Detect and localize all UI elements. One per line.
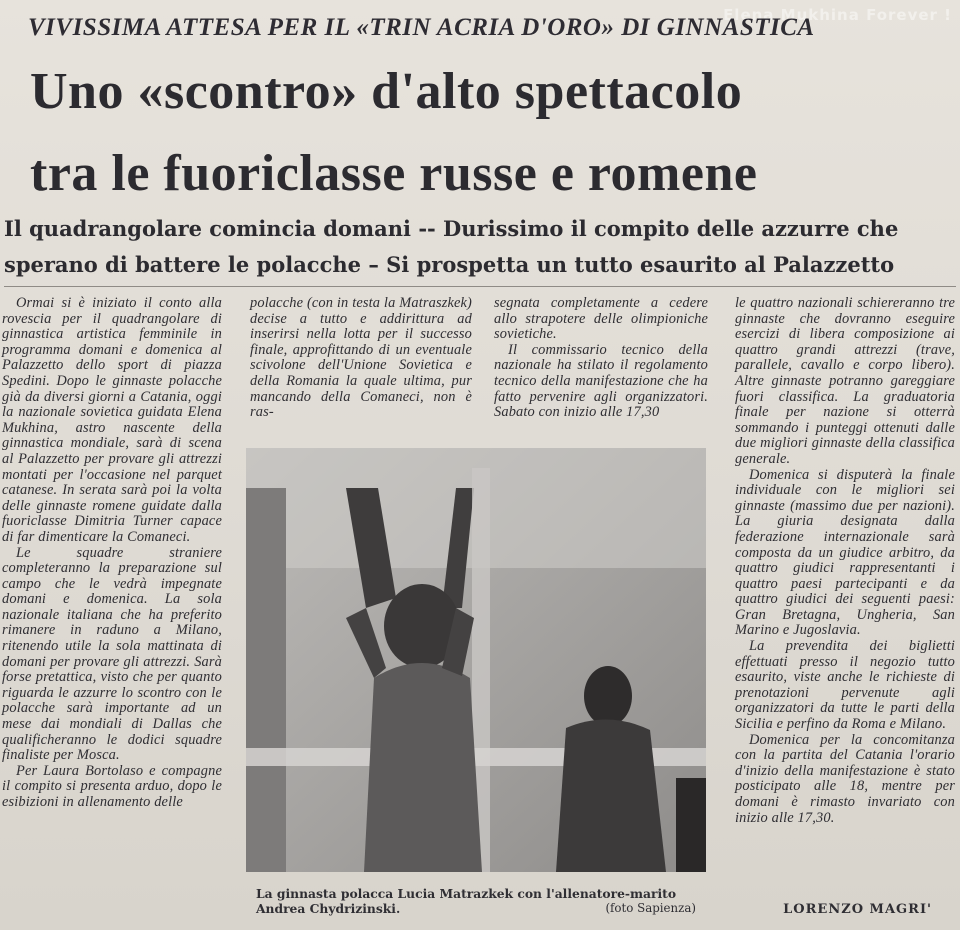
paragraph: Per Laura Bortolaso e compagne il compito si presenta arduo, dopo le esibizioni in allenamento delle (2, 762, 222, 810)
photo-credit: (foto Sapienza) (605, 901, 696, 915)
paragraph: Il commissario tecnico della nazionale ha stilato il regolamento tecnico della manifestazione che ha fatto pervenire agli organizzatori. Sabato con inizio alle 17,30 (494, 341, 708, 421)
headline-line-1: Uno «scontro» d'alto spettacolo (30, 63, 743, 120)
subheadline-line-1: Il quadrangolare comincia domani -- Durissimo il compito delle azzurre che (4, 216, 899, 241)
paragraph: Domenica per la concomitanza con la partita del Catania l'orario d'inizio della manifestazione è stato posticipato alle 18, mentre per domani è rimasto invariato con inizio alle 17,30. (735, 731, 955, 826)
divider (4, 286, 956, 287)
article-column-3 (494, 296, 708, 421)
paragraph: Le squadre straniere completeranno la preparazione sul campo che le vedrà impegnate domani e domenica. La sola nazionale italiana che ha preferito rimanere in raduno a Milano, ritenendo utile la sola mattinata di domani per provare gli attrezzi. Sarà forse pretattica, visto che per quanto riguarda le azzurre lo scontro con le polacche sarà importante ad un mese dai mondiali di Dallas che qualificheranno le dodici squadre finaliste per Mosca. (2, 544, 222, 764)
article-column-2 (250, 296, 472, 421)
article-column-4 (735, 296, 955, 826)
gymnast-photo-illustration (246, 448, 706, 872)
paragraph: La prevendita dei biglietti effettuati presso il negozio tutto esaurito, viste anche le richieste di prenotazioni pervenute agli organizzatori da tutte le parti della Sicilia e perfino da Roma e Milano. (735, 638, 955, 733)
headline-line-2: tra le fuoriclasse russe e romene (30, 145, 758, 202)
paragraph: segnata completamente a cedere allo strapotere delle olimpioniche sovietiche. (494, 295, 708, 343)
paragraph: Domenica si disputerà la finale individuale con le migliori sei ginnaste (massimo due per nazioni). La giuria designata dalla federazione internazionale sarà composta da un giudice arbitro, da quattro giudici rappresentanti i quattro paesi partecipanti e da quattro giudici dei seguenti paesi: Gran Bretagna, Ungheria, San Marino e Jugoslavia. (735, 466, 955, 639)
news-photo (246, 448, 706, 872)
paragraph: polacche (con in testa la Matraszkek) decise a tutto e addirittura ad inserirsi nella lotta per il successo finale, approfittando di un eventuale scivolone dell'Unione Sovietica e della Romania la quale ultima, pur mancando della Comaneci, non è ras- (250, 295, 472, 421)
photo-caption (256, 886, 696, 916)
article-column-1 (2, 296, 222, 811)
subheadline-line-2: sperano di battere le polacche – Si prospetta un tutto esaurito al Palazzetto (4, 252, 895, 277)
author-byline: LORENZO MAGRI' (783, 902, 932, 917)
caption-text: La ginnasta polacca Lucia Matrazkek con l'allenatore-marito Andrea Chydrizinski. (256, 886, 677, 916)
kicker-headline: VIVISSIMA ATTESA PER IL «TRIN ACRIA D'ORO» DI GINNASTICA (28, 14, 815, 41)
watermark-text: Elena Mukhina Forever ! (723, 6, 952, 24)
paragraph: Ormai si è iniziato il conto alla rovescia per il quadrangolare di ginnastica artistica femminile in programma domani e domenica al Palazzetto dello sport di piazza Spedini. Dopo le ginnaste polacche già da diversi giorni a Catania, oggi la nazionale sovietica guidata Elena Mukhina, astro nascente della ginnastica mondiale, sarà di scena al Palazzetto per provare gli attrezzi montati per l'occasione nel parquet catanese. In serata sarà poi la volta delle ginnaste romene guidate dalla fuoriclasse Dimitria Turner capace di far dimenticare la Comaneci. (2, 295, 222, 545)
paragraph: le quattro nazionali schiereranno tre ginnaste che dovranno eseguire esercizi di libera composizione ai quattro grandi attrezzi (trave, parallele, cavallo e corpo libero). Altre ginnaste potranno gareggiare fuori classifica. La graduatoria finale per nazione si otterrà sommando i punteggi ottenuti dalle due migliori ginnaste della classifica generale. (735, 295, 955, 467)
